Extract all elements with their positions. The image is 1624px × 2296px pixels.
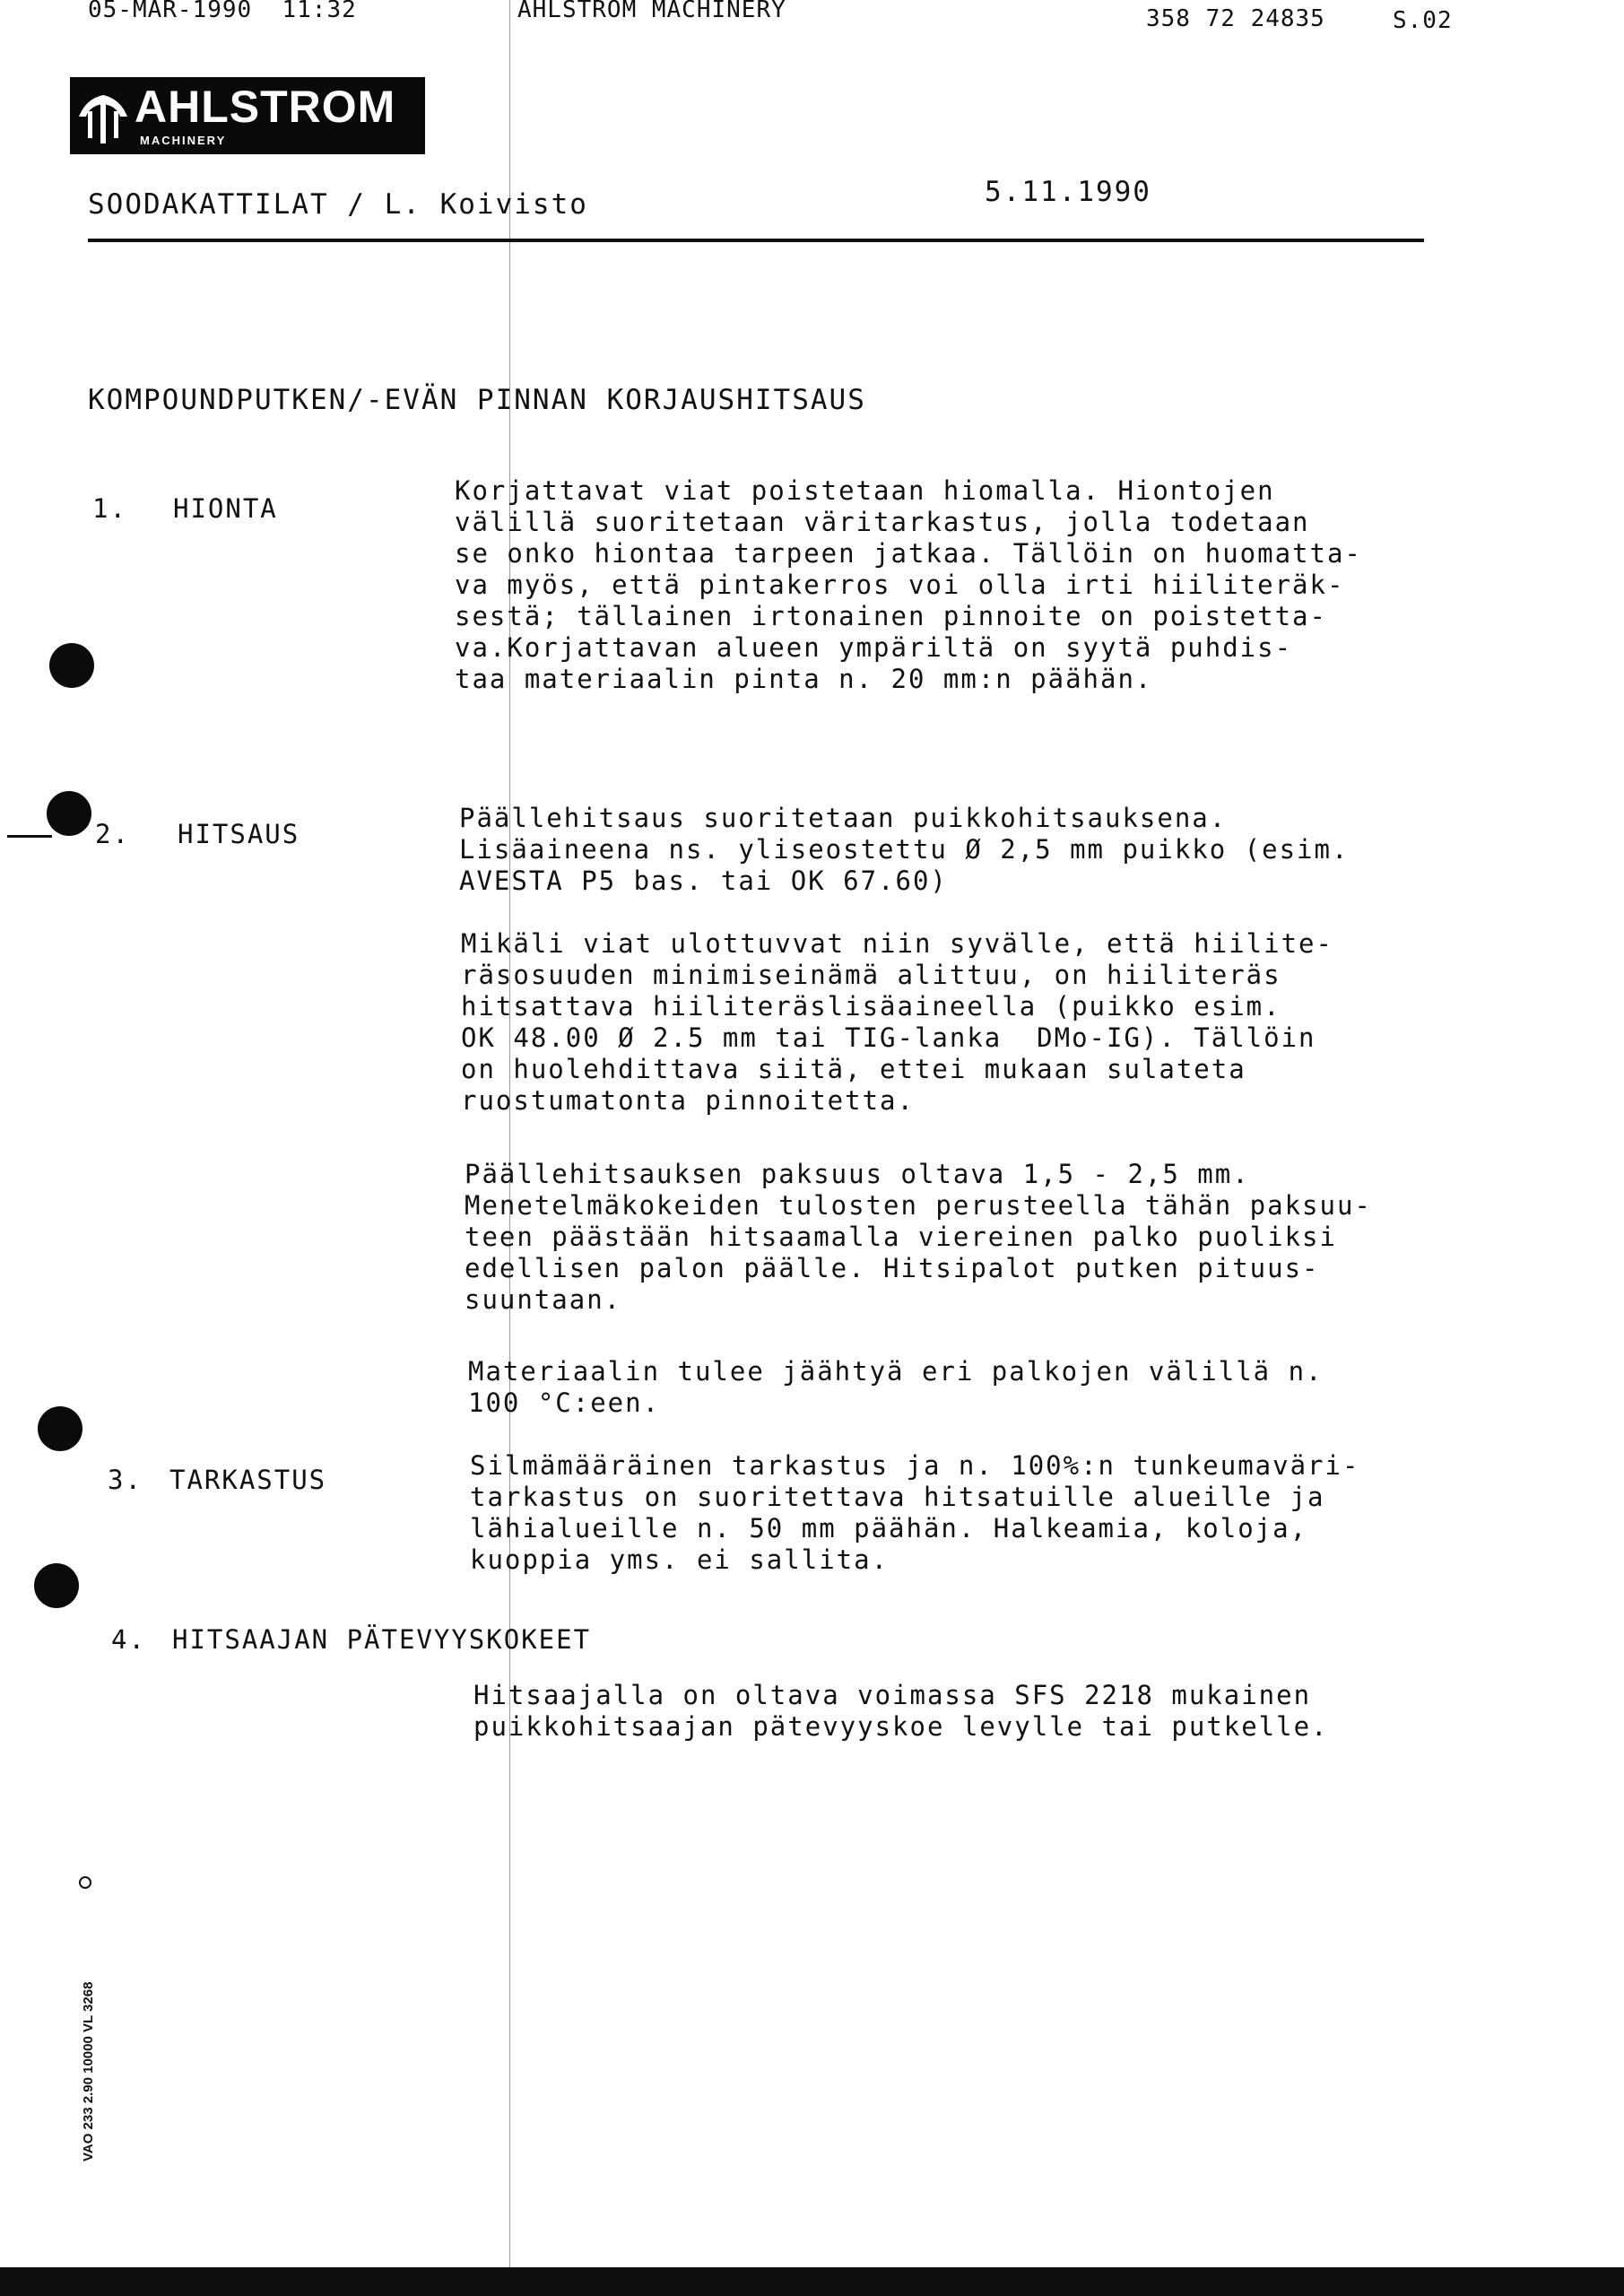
section-paragraph bbox=[470, 1450, 1359, 1576]
fax-sender: AHLSTROM MACHINERY bbox=[517, 0, 786, 23]
section-paragraph bbox=[465, 1159, 1372, 1316]
section-heading: HIONTA bbox=[173, 493, 278, 524]
department-author: SOODAKATTILAT / L. Koivisto bbox=[88, 188, 588, 221]
text-line: AVESTA P5 bas. tai OK 67.60) bbox=[459, 865, 948, 896]
text-line: Mikäli viat ulottuvvat niin syvälle, että hiilite- bbox=[461, 928, 1333, 959]
text-line: hitsattava hiiliteräslisäaineella (puikko esim. bbox=[461, 991, 1281, 1022]
fax-datetime: 05-MAR-1990 11:32 bbox=[88, 0, 357, 23]
text-line: va myös, että pintakerros voi olla irti hiiliteräk- bbox=[455, 570, 1345, 600]
text-line: OK 48.00 Ø 2.5 mm tai TIG-lanka DMo-IG). Tällöin bbox=[461, 1022, 1316, 1053]
document-title: KOMPOUNDPUTKEN/-EVÄN PINNAN KORJAUSHITSAUS bbox=[88, 384, 866, 416]
section-paragraph bbox=[461, 928, 1333, 1117]
text-line: tarkastus on suoritettava hitsatuille alueille ja bbox=[470, 1482, 1325, 1512]
punch-hole bbox=[38, 1406, 83, 1451]
logo-wordmark: AHLSTROM bbox=[135, 82, 396, 132]
punch-hole bbox=[49, 643, 94, 688]
text-line: Silmämääräinen tarkastus ja n. 100%:n tunkeumaväri- bbox=[470, 1450, 1360, 1481]
company-logo bbox=[70, 77, 425, 154]
punch-hole bbox=[47, 791, 91, 836]
tree-logo-icon bbox=[77, 86, 129, 145]
text-line: Lisäaineena ns. yliseostettu Ø 2,5 mm puikko (esim. bbox=[459, 834, 1350, 865]
text-line: Päällehitsauksen paksuus oltava 1,5 - 2,5 mm. bbox=[465, 1159, 1250, 1189]
section-heading: TARKASTUS bbox=[169, 1465, 327, 1495]
section-paragraph bbox=[455, 475, 1362, 695]
header-rule bbox=[88, 239, 1424, 242]
text-line: räsosuuden minimiseinämä alittuu, on hiiliteräs bbox=[461, 960, 1281, 990]
section-paragraph bbox=[459, 803, 1349, 897]
section-number: 1. bbox=[92, 493, 127, 524]
section-paragraph bbox=[473, 1680, 1329, 1743]
text-line: va.Korjattavan alueen ympäriltä on syytä puhdis- bbox=[455, 632, 1293, 663]
text-line: se onko hiontaa tarpeen jatkaa. Tällöin on huomatta- bbox=[455, 538, 1362, 569]
section-number: 4. bbox=[111, 1624, 146, 1655]
text-line: Materiaalin tulee jäähtyä eri palkojen välillä n. bbox=[468, 1356, 1324, 1387]
section-number: 2. bbox=[95, 819, 130, 849]
text-line: edellisen palon päälle. Hitsipalot putken pituus- bbox=[465, 1253, 1320, 1283]
section-number: 3. bbox=[108, 1465, 143, 1495]
punch-hole bbox=[34, 1563, 79, 1608]
text-line: teen päästään hitsaamalla viereinen palko puoliksi bbox=[465, 1222, 1337, 1252]
section-paragraph bbox=[468, 1356, 1324, 1419]
document-date: 5.11.1990 bbox=[985, 176, 1151, 208]
text-line: Hitsaajalla on oltava voimassa SFS 2218 mukainen bbox=[473, 1680, 1312, 1710]
scan-bottom-band bbox=[0, 2267, 1624, 2296]
scan-crease-line bbox=[509, 0, 510, 2267]
fax-phone: 358 72 24835 bbox=[1146, 5, 1325, 32]
text-line: suuntaan. bbox=[465, 1284, 622, 1315]
text-line: Päällehitsaus suoritetaan puikkohitsauksena. bbox=[459, 803, 1228, 833]
section-heading: HITSAUS bbox=[178, 819, 300, 849]
text-line: 100 °C:een. bbox=[468, 1387, 661, 1418]
text-line: kuoppia yms. ei sallita. bbox=[470, 1544, 890, 1575]
text-line: taa materiaalin pinta n. 20 mm:n päähän. bbox=[455, 664, 1153, 694]
text-line: on huolehdittava siitä, ettei mukaan sulateta bbox=[461, 1054, 1246, 1084]
section-heading: HITSAAJAN PÄTEVYYSKOKEET bbox=[172, 1624, 592, 1655]
text-line: puikkohitsaajan pätevyyskoe levylle tai putkelle. bbox=[473, 1711, 1329, 1742]
text-line: lähialueille n. 50 mm päähän. Halkeamia, koloja, bbox=[470, 1513, 1308, 1544]
text-line: ruostumatonta pinnoitetta. bbox=[461, 1085, 915, 1116]
text-line: Menetelmäkokeiden tulosten perusteella tähän paksuu- bbox=[465, 1190, 1372, 1221]
text-line: sestä; tällainen irtonainen pinnoite on poistetta- bbox=[455, 601, 1327, 631]
fax-page: S.02 bbox=[1393, 7, 1453, 34]
margin-circle-mark bbox=[79, 1876, 91, 1889]
logo-subtitle: MACHINERY bbox=[140, 134, 227, 147]
margin-mark bbox=[7, 835, 52, 838]
form-code: VAO 233 2.90 10000 VL 3268 bbox=[81, 1981, 96, 2161]
text-line: välillä suoritetaan väritarkastus, jolla todetaan bbox=[455, 507, 1310, 537]
text-line: Korjattavat viat poistetaan hiomalla. Hiontojen bbox=[455, 475, 1275, 506]
